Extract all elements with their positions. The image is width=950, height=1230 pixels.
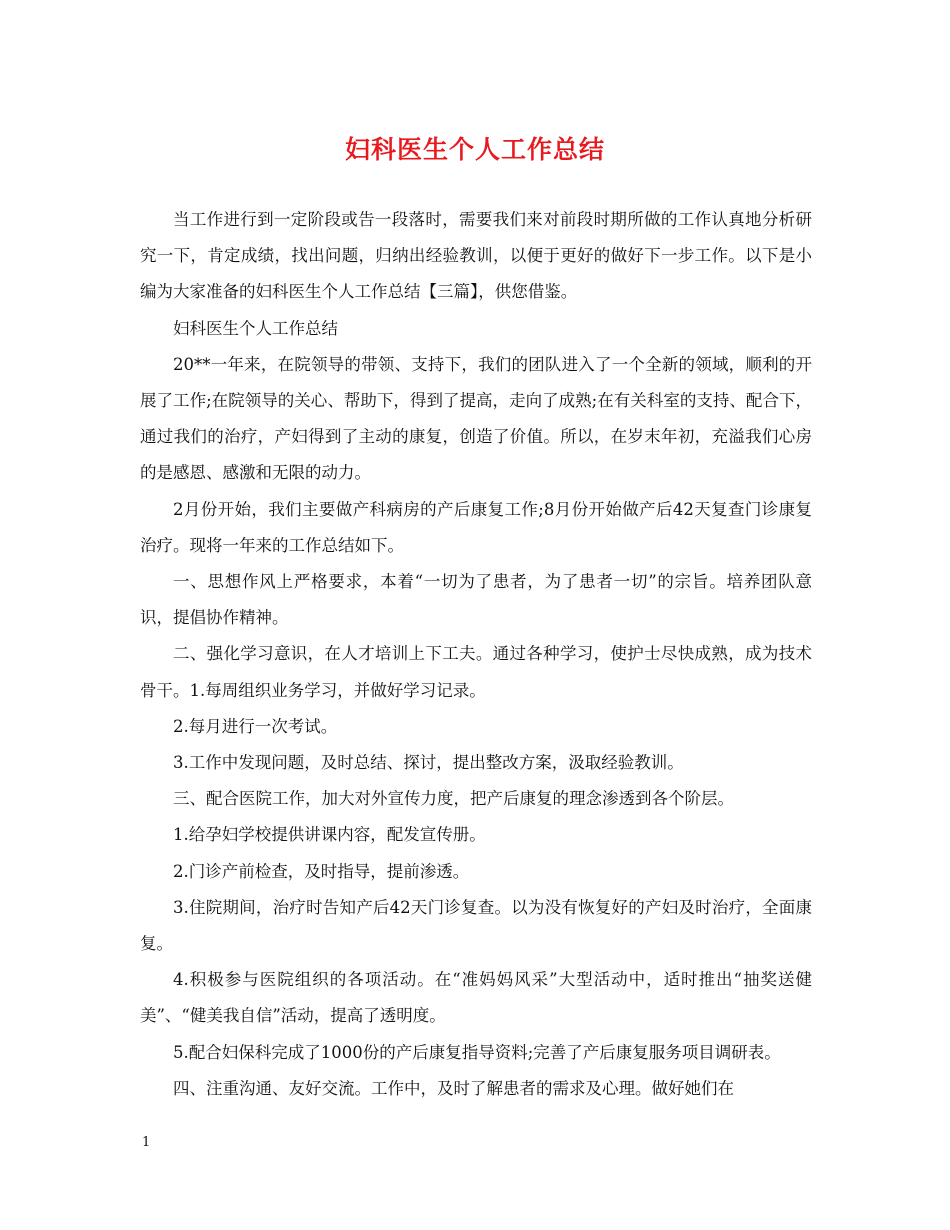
paragraph: 2.每月进行一次考试。 xyxy=(173,716,338,736)
paragraph: 四、注重沟通、友好交流。工作中，及时了解患者的需求及心理。做好她们在 xyxy=(173,1078,734,1098)
document-body xyxy=(140,202,812,1107)
paragraph: 2.门诊产前检查，及时指导，提前渗透。 xyxy=(173,861,470,881)
paragraph: 3.住院期间，治疗时告知产后42天门诊复查。以为没有恢复好的产妇及时治疗，全面康复。 xyxy=(140,897,812,954)
paragraph: 二、强化学习意识，在人才培训上下工夫。通过各种学习，使护士尽快成熟，成为技术骨干。1.每周组织业务学习，并做好学习记录。 xyxy=(140,644,812,700)
paragraph: 妇科医生个人工作总结 xyxy=(173,318,338,338)
document-title: 妇科医生个人工作总结 xyxy=(344,135,605,164)
paragraph: 20**一年来，在院领导的带领、支持下，我们的团队进入了一个全新的领域，顺利的开展了工作;在院领导的关心、帮助下，得到了提高，走向了成熟;在有关科室的支持、配合下，通过我们的治疗，产妇得到了主动的康复，创造了价值。所以，在岁末年初，充溢我们心房的是感恩、感激和无限的动力。 xyxy=(140,354,812,483)
paragraph: 一、思想作风上严格要求，本着“一切为了患者，为了患者一切”的宗旨。培养团队意识，提倡协作精神。 xyxy=(140,572,812,628)
page-number: 1 xyxy=(142,1135,151,1150)
paragraph: 当工作进行到一定阶段或告一段落时，需要我们来对前段时期所做的工作认真地分析研究一下，肯定成绩，找出问题，归纳出经验教训，以便于更好的做好下一步工作。以下是小编为大家准备的妇科医生个人工作总结【三篇】，供您借鉴。 xyxy=(140,210,812,302)
paragraph: 5.配合妇保科完成了1000份的产后康复指导资料;完善了产后康复服务项目调研表。 xyxy=(173,1042,781,1062)
paragraph: 3.工作中发现问题，及时总结、探讨，提出整改方案，汲取经验教训。 xyxy=(173,753,684,773)
paragraph: 4.积极参与医院组织的各项活动。在“准妈妈风采”大型活动中，适时推出“抽奖送健美”、“健美我自信”活动，提高了透明度。 xyxy=(140,970,812,1026)
paragraph: 三、配合医院工作，加大对外宣传力度，把产后康复的理念渗透到各个阶层。 xyxy=(173,789,734,809)
paragraph: 1.给孕妇学校提供讲课内容，配发宣传册。 xyxy=(173,825,486,845)
paragraph: 2月份开始，我们主要做产科病房的产后康复工作;8月份开始做产后42天复查门诊康复治疗。现将一年来的工作总结如下。 xyxy=(140,499,812,555)
